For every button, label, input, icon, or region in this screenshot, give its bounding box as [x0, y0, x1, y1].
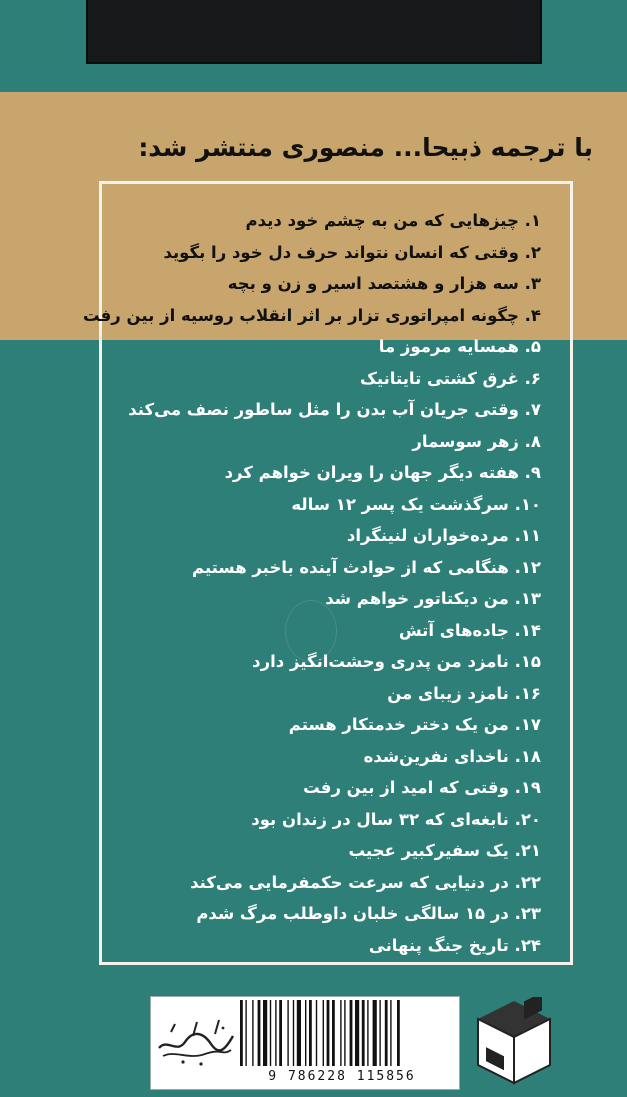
barcode-bar — [344, 1000, 345, 1066]
barcode-bar — [350, 1000, 353, 1066]
barcode-bar — [275, 1000, 276, 1066]
book-item: ۱۵. نامزد من پدری وحشت‌انگیز دارد — [252, 652, 541, 671]
barcode-bar — [316, 1000, 317, 1066]
barcode-bar — [332, 1000, 335, 1066]
book-item: ۷. وقتی جریان آب بدن را مثل ساطور نصف می‌کند — [128, 400, 541, 419]
barcode-bar — [240, 1000, 243, 1066]
barcode-bar — [309, 1000, 312, 1066]
barcode-bar — [373, 1000, 377, 1066]
book-item: ۱. چیزهایی که من به چشم خود دیدم — [245, 211, 541, 230]
book-item: ۶. غرق کشتی تایتانیک — [359, 368, 541, 388]
book-item: ۱۰. سرگذشت یک پسر ۱۲ ساله — [291, 494, 541, 514]
book-item: ۵. همسایه مرموز ما — [378, 337, 541, 356]
barcode-bar — [245, 1000, 246, 1066]
barcode-bar — [362, 1000, 365, 1066]
barcode-bar — [397, 1000, 400, 1066]
barcode-bar — [297, 1000, 301, 1066]
book-item: ۲۰. نابغه‌ای که ۳۲ سال در زندان بود — [251, 809, 541, 829]
barcode-bar — [279, 1000, 282, 1066]
barcode-bar — [293, 1000, 294, 1066]
barcode-bar — [327, 1000, 330, 1066]
book-item: ۱۹. وقتی که امید از بین رفت — [303, 778, 541, 797]
book-item: ۱۴. جاده‌های آتش — [398, 620, 541, 640]
book-item: ۲۱. یک سفیرکبیر عجیب — [348, 841, 541, 860]
barcode-bar — [263, 1000, 267, 1066]
book-item: ۱۱. مرده‌خواران لنینگراد — [346, 526, 541, 545]
top-dark-panel — [86, 0, 542, 64]
barcode-bar — [340, 1000, 341, 1066]
isbn-number: 9 786228 115856 — [268, 1069, 416, 1084]
barcode-bar — [305, 1000, 306, 1066]
barcode-bar — [287, 1000, 288, 1066]
book-item: ۲۴. تاریخ جنگ پنهانی — [368, 935, 541, 955]
book-item: ۱۳. من دیکتاتور خواهم شد — [325, 589, 541, 608]
publisher-cube-logo — [474, 997, 554, 1087]
book-list — [83, 205, 541, 961]
book-item: ۲۳. در ۱۵ سالگی خلبان داوطلب مرگ شدم — [196, 904, 541, 923]
book-item: ۳. سه هزار و هشتصد اسیر و زن و بچه — [227, 274, 541, 293]
barcode-bar — [379, 1000, 380, 1066]
book-item: ۴. چگونه امپراتوری تزار بر اثر انقلاب روسیه از بین رفت — [83, 305, 541, 325]
barcode-bar — [390, 1000, 391, 1066]
book-item: ۸. زهر سوسمار — [412, 431, 541, 451]
barcode-bar — [355, 1000, 359, 1066]
barcode-bar — [270, 1000, 271, 1066]
book-item: ۱۸. ناخدای نفرین‌شده — [363, 746, 541, 766]
book-item: ۲. وقتی که انسان نتواند حرف دل خود را بگوید — [163, 242, 541, 262]
publisher-calligraphy-logo — [153, 1010, 238, 1070]
book-item: ۹. هفته دیگر جهان را ویران خواهم کرد — [224, 463, 541, 482]
list-heading: با ترجمه ذبیحا... منصوری منتشر شد: — [138, 133, 593, 162]
barcode-bar — [323, 1000, 324, 1066]
book-item: ۱۶. نامزد زیبای من — [387, 683, 541, 703]
book-item: ۱۷. من یک دختر خدمتکار هستم — [288, 715, 541, 734]
barcode-bar — [258, 1000, 261, 1066]
barcode-icon — [238, 1000, 446, 1068]
barcode-bar — [385, 1000, 388, 1066]
barcode-bar — [367, 1000, 368, 1066]
barcode-bar — [252, 1000, 253, 1066]
book-item: ۲۲. در دنیایی که سرعت حکمفرمایی می‌کند — [190, 872, 541, 892]
book-item: ۱۲. هنگامی که از حوادث آینده باخبر هستیم — [192, 557, 541, 577]
